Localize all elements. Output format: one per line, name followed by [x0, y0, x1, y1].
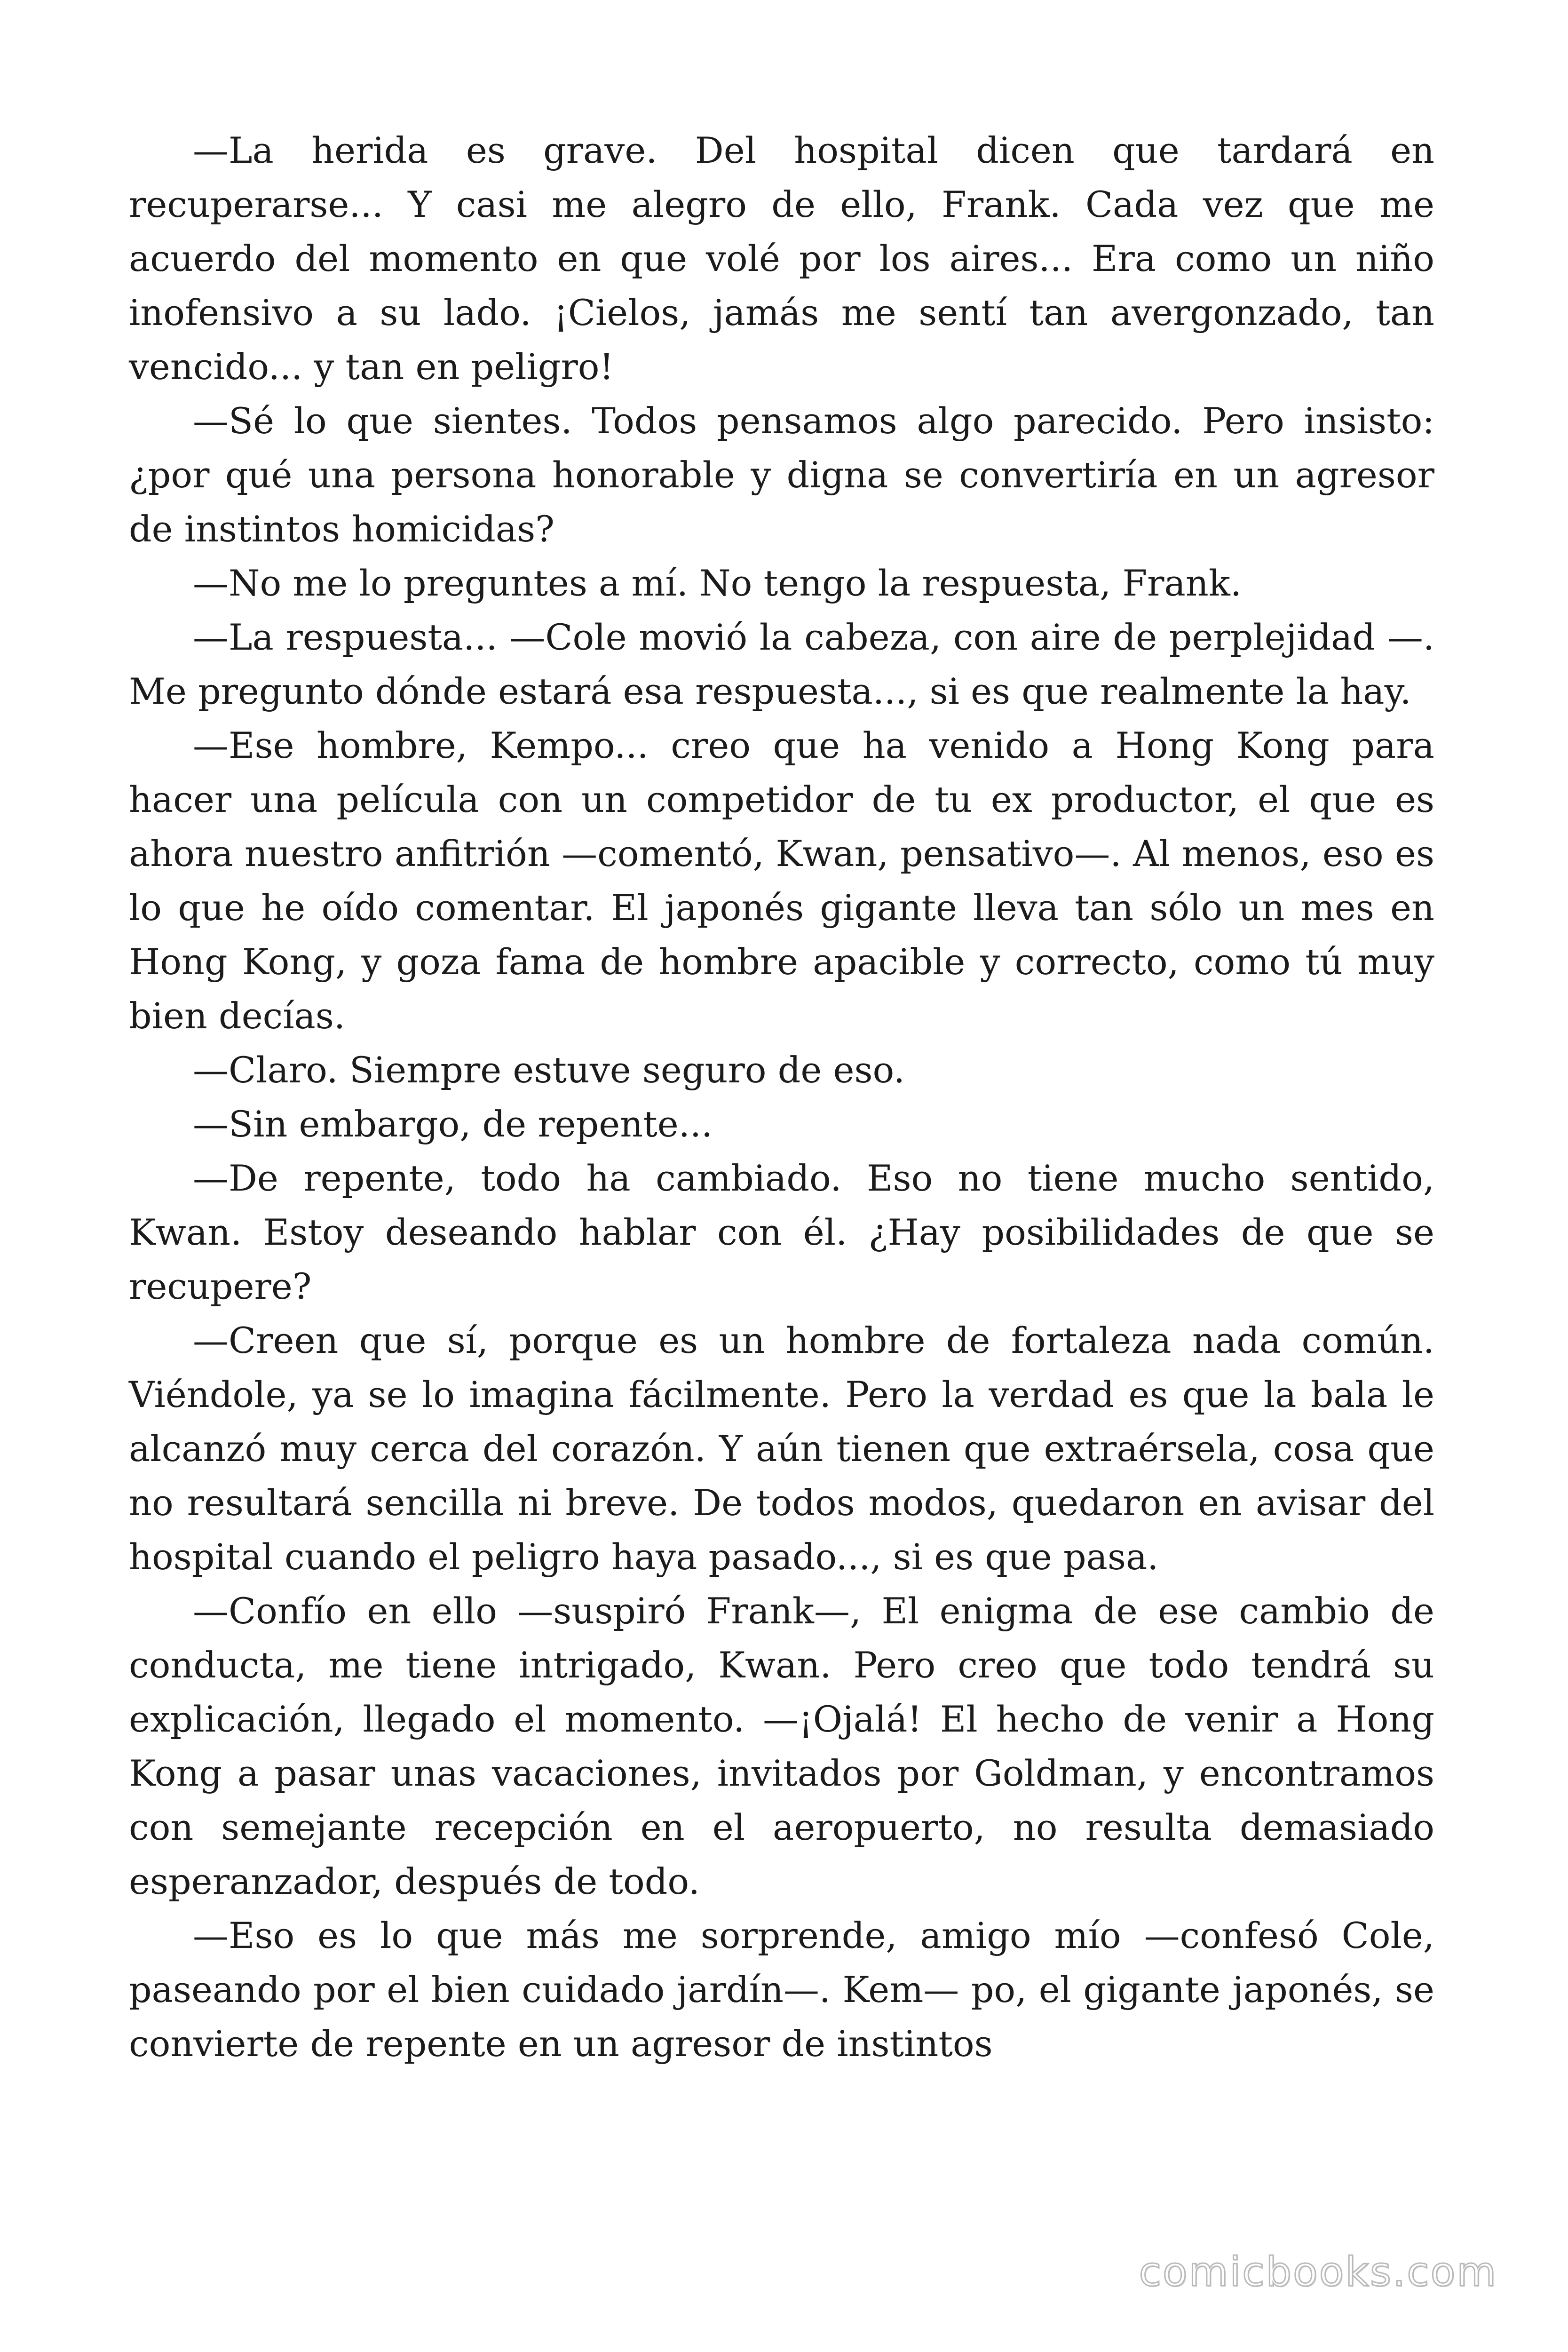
- paragraph: —Sé lo que sientes. Todos pensamos algo parecido. Pero insisto: ¿por qué una persona honorable y digna se convertiría en un agresor de instintos homicidas?: [129, 400, 1434, 550]
- paragraph: —No me lo preguntes a mí. No tengo la respuesta, Frank.: [193, 562, 1242, 604]
- paragraph: —Ese hombre, Kempo... creo que ha venido a Hong Kong para hacer una película con un competidor de tu ex productor, el que es ahora nuestro anfitrión —comentó, Kwan, pensativo—. Al menos, eso es lo que he oído comentar. El japonés gigante lleva tan sólo un mes en Hong Kong, y goza fama de hombre apacible y correcto, como tú muy bien decías.: [129, 724, 1434, 1037]
- paragraph: —Confío en ello —suspiró Frank—, El enigma de ese cambio de conducta, me tiene intrigado, Kwan. Pero creo que todo tendrá su explicación, llegado el momento. —¡Ojalá! El hecho de venir a Hong Kong a pasar unas vacaciones, invitados por Goldman, y encontramos con semejante recepción en el aeropuerto, no resulta demasiado esperanzador, después de todo.: [129, 1590, 1434, 1902]
- watermark: comicbooks.com: [1139, 2249, 1497, 2296]
- paragraph: —De repente, todo ha cambiado. Eso no tiene mucho sentido, Kwan. Estoy deseando hablar con él. ¿Hay posibilidades de que se recupere?: [129, 1157, 1434, 1307]
- paragraph: —Creen que sí, porque es un hombre de fortaleza nada común. Viéndole, ya se lo imagina fácilmente. Pero la verdad es que la bala le alcanzó muy cerca del corazón. Y aún tienen que extraérsela, cosa que no resultará sencilla ni breve. De todos modos, quedaron en avisar del hospital cuando el peligro haya pasado..., si es que pasa.: [129, 1319, 1434, 1578]
- paragraph: —Eso es lo que más me sorprende, amigo mío —confesó Cole, paseando por el bien cuidado jardín—. Kem— po, el gigante japonés, se convierte de repente en un agresor de instintos: [129, 1915, 1434, 2065]
- page-text-body: [129, 123, 1434, 2071]
- paragraph: —La herida es grave. Del hospital dicen que tardará en recuperarse... Y casi me alegro de ello, Frank. Cada vez que me acuerdo del momento en que volé por los aires... Era como un niño inofensivo a su lado. ¡Cielos, jamás me sentí tan avergonzado, tan vencido... y tan en peligro!: [129, 129, 1434, 388]
- paragraph: —Sin embargo, de repente...: [193, 1103, 713, 1145]
- paragraph: —La respuesta... —Cole movió la cabeza, con aire de perplejidad —. Me pregunto dónde estará esa respuesta..., si es que realmente la hay.: [129, 616, 1434, 712]
- paragraph: —Claro. Siempre estuve seguro de eso.: [193, 1049, 905, 1091]
